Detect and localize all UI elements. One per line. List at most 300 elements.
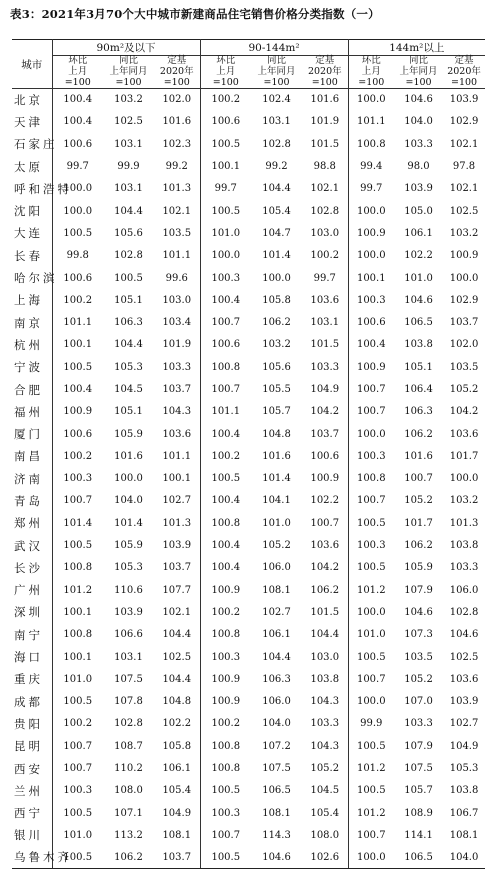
index-value-cell: 100.1 — [154, 468, 200, 490]
city-name-cell: 长沙 — [12, 557, 52, 579]
index-value-cell: 105.9 — [114, 540, 143, 552]
table-row — [12, 378, 485, 400]
index-value-cell: 105.2 — [449, 384, 479, 395]
index-value-cell: 104.6 — [404, 294, 433, 306]
index-value-cell: 99.9 — [117, 161, 140, 173]
index-value-cell: 99.9 — [360, 718, 383, 730]
index-value-cell: 100.7 — [356, 384, 386, 395]
index-value-cell: 100.8 — [211, 763, 241, 775]
index-value-cell: 102.9 — [449, 294, 479, 306]
index-value-cell: 103.1 — [262, 116, 291, 128]
index-value-cell: 101.6 — [114, 450, 143, 462]
index-value-cell: 100.0 — [211, 250, 241, 262]
index-value-cell: 106.1 — [404, 227, 433, 239]
index-value-cell: 102.8 — [114, 250, 143, 262]
index-value-cell: 106.2 — [404, 540, 433, 552]
index-value-cell: 103.6 — [449, 673, 479, 685]
index-value-cell: 106.6 — [114, 629, 143, 641]
index-value-cell: 104.0 — [114, 495, 143, 507]
index-value-cell: 103.2 — [449, 495, 479, 507]
index-value-cell: 104.6 — [404, 606, 433, 618]
city-name-cell: 天津 — [12, 111, 52, 133]
index-value-cell: 100.4 — [211, 294, 241, 306]
index-value-cell: 102.1 — [449, 183, 479, 195]
index-value-cell: 100.6 — [211, 339, 241, 351]
index-value-cell: 108.1 — [154, 824, 200, 846]
subheader-top-g1-c1: 同比 — [267, 55, 287, 66]
index-value-cell: 101.9 — [154, 334, 200, 356]
index-value-cell: 104.5 — [114, 384, 143, 395]
index-value-cell: 103.1 — [302, 311, 348, 333]
index-value-cell: 103.8 — [302, 668, 348, 690]
index-value-cell: 100.0 — [356, 205, 386, 217]
subheader-mid-g2-c2: 2020年 — [447, 65, 481, 77]
index-value-cell: 100.6 — [63, 138, 93, 150]
table-row — [12, 178, 485, 200]
index-value-cell: 98.8 — [302, 155, 348, 177]
index-value-cell: 101.0 — [404, 272, 433, 284]
index-value-cell: 100.0 — [356, 696, 386, 708]
subheader-bot-g0-c1: =100 — [103, 77, 154, 89]
index-value-cell: 100.9 — [211, 696, 241, 708]
city-name-cell: 昆明 — [12, 735, 52, 757]
index-value-cell: 104.2 — [449, 406, 479, 418]
table-row — [12, 245, 485, 267]
table-row — [12, 289, 485, 311]
table-row — [12, 557, 485, 579]
index-value-cell: 104.6 — [251, 847, 302, 869]
index-value-cell: 100.7 — [63, 763, 93, 775]
index-value-cell: 101.2 — [356, 763, 386, 775]
index-value-cell: 104.7 — [262, 227, 291, 239]
index-value-cell: 103.8 — [449, 785, 479, 797]
index-value-cell: 100.8 — [211, 629, 241, 641]
index-value-cell: 100.3 — [356, 294, 386, 306]
index-value-cell: 106.2 — [262, 317, 291, 329]
index-value-cell: 107.0 — [404, 696, 433, 708]
index-value-cell: 100.5 — [63, 696, 93, 708]
index-value-cell: 104.6 — [449, 629, 479, 641]
index-value-cell: 100.0 — [356, 250, 386, 262]
index-value-cell: 100.0 — [63, 205, 93, 217]
index-value-cell: 106.5 — [394, 847, 443, 869]
index-value-cell: 100.5 — [63, 227, 93, 239]
index-value-cell: 104.0 — [262, 718, 291, 730]
index-value-cell: 100.5 — [63, 361, 93, 373]
index-value-cell: 100.5 — [52, 847, 103, 869]
index-value-cell: 103.8 — [404, 339, 433, 351]
subheader-top-g2-c2: 定基 — [454, 55, 474, 66]
city-name-cell: 杭州 — [12, 334, 52, 356]
index-value-cell: 102.5 — [154, 646, 200, 668]
index-value-cell: 100.7 — [63, 495, 93, 507]
subheader-top-g2-c0: 环比 — [361, 55, 381, 66]
index-value-cell: 100.0 — [63, 183, 93, 195]
index-value-cell: 104.2 — [302, 557, 348, 579]
index-value-cell: 100.5 — [63, 807, 93, 819]
subheader-top-g0-c2: 定基 — [154, 56, 200, 67]
index-value-cell: 104.9 — [302, 378, 348, 400]
index-value-cell: 100.8 — [63, 562, 93, 574]
index-value-cell: 102.7 — [154, 490, 200, 512]
index-value-cell: 103.0 — [302, 222, 348, 244]
table-row — [12, 668, 485, 690]
index-value-cell: 106.4 — [404, 384, 433, 395]
index-value-cell: 103.6 — [449, 428, 479, 440]
index-value-cell: 103.9 — [449, 94, 479, 106]
index-value-cell: 105.4 — [154, 780, 200, 802]
index-value-cell: 97.8 — [452, 161, 476, 173]
index-value-cell: 99.7 — [302, 267, 348, 289]
index-value-cell: 105.7 — [404, 785, 433, 797]
index-value-cell: 101.7 — [449, 450, 479, 462]
index-value-cell: 100.4 — [211, 428, 241, 440]
index-value-cell: 99.2 — [265, 161, 288, 173]
index-value-cell: 100.0 — [356, 606, 386, 618]
city-name-cell: 上海 — [12, 289, 52, 311]
index-value-cell: 100.6 — [302, 445, 348, 467]
table-row — [12, 735, 485, 757]
index-value-cell: 104.3 — [154, 401, 200, 423]
city-name-cell: 西安 — [12, 757, 52, 779]
index-value-cell: 102.4 — [262, 94, 291, 106]
index-value-cell: 104.0 — [404, 116, 433, 128]
index-value-cell: 101.2 — [356, 807, 386, 819]
index-value-cell: 100.3 — [356, 450, 386, 462]
index-value-cell: 102.9 — [449, 116, 479, 128]
subheader-bot-g0-c2: =100 — [154, 77, 200, 89]
index-value-cell: 105.3 — [114, 361, 143, 373]
index-value-cell: 114.1 — [404, 829, 433, 841]
index-value-cell: 100.5 — [114, 272, 143, 284]
city-name-cell: 沈阳 — [12, 200, 52, 222]
index-value-cell: 103.9 — [154, 534, 200, 556]
table-row — [12, 445, 485, 467]
subheader-bot-g2-c0: =100 — [348, 77, 394, 89]
index-value-cell: 100.9 — [356, 361, 386, 373]
index-value-cell: 101.0 — [211, 227, 241, 239]
index-value-cell: 100.0 — [114, 473, 143, 485]
index-value-cell: 103.6 — [302, 534, 348, 556]
index-value-cell: 107.9 — [404, 740, 433, 752]
index-value-cell: 103.2 — [114, 94, 143, 106]
table-row — [12, 311, 485, 333]
index-value-cell: 107.5 — [262, 763, 291, 775]
index-value-cell: 101.0 — [262, 517, 291, 529]
city-name-cell: 大连 — [12, 222, 52, 244]
index-value-cell: 108.1 — [449, 829, 479, 841]
index-value-cell: 100.2 — [211, 94, 241, 106]
index-value-cell: 104.4 — [154, 668, 200, 690]
subheader-mid-g2-c0: 上月 — [361, 65, 381, 77]
city-name-cell: 贵阳 — [12, 713, 52, 735]
index-value-cell: 103.3 — [404, 138, 433, 150]
index-value-cell: 100.0 — [449, 272, 479, 284]
index-value-cell: 100.6 — [63, 428, 93, 440]
subheader-top-g0-c1: 同比 — [118, 55, 138, 66]
subheader-bot-g2-c1: =100 — [394, 77, 443, 89]
index-value-cell: 102.3 — [154, 133, 200, 155]
table-row — [12, 468, 485, 490]
index-value-cell: 100.6 — [63, 272, 93, 284]
city-name-cell: 福州 — [12, 401, 52, 423]
city-name-cell: 银川 — [12, 824, 52, 846]
index-value-cell: 102.7 — [449, 718, 479, 730]
index-value-cell: 108.0 — [302, 824, 348, 846]
index-value-cell: 100.8 — [356, 138, 386, 150]
index-value-cell: 105.5 — [262, 384, 291, 395]
subheader-bot-g1-c0: =100 — [200, 77, 251, 89]
index-value-cell: 102.8 — [449, 606, 479, 618]
city-name-cell: 郑州 — [12, 512, 52, 534]
subheader-mid-g1-c2: 2020年 — [302, 66, 348, 77]
index-value-cell: 100.5 — [211, 785, 241, 797]
index-value-cell: 100.0 — [262, 272, 291, 284]
index-value-cell: 100.4 — [211, 540, 241, 552]
city-name-cell: 哈尔滨 — [12, 267, 52, 289]
index-value-cell: 100.9 — [449, 250, 479, 262]
city-name-cell: 南宁 — [12, 624, 52, 646]
index-value-cell: 100.9 — [356, 227, 386, 239]
index-value-cell: 103.6 — [302, 289, 348, 311]
index-value-cell: 102.1 — [154, 200, 200, 222]
index-value-cell: 103.9 — [114, 606, 143, 618]
index-value-cell: 102.1 — [154, 601, 200, 623]
index-value-cell: 103.3 — [154, 356, 200, 378]
index-value-cell: 102.1 — [449, 138, 479, 150]
index-value-cell: 103.3 — [449, 562, 479, 574]
index-value-cell: 100.9 — [302, 468, 348, 490]
index-value-cell: 102.5 — [114, 116, 143, 128]
index-value-cell: 105.1 — [114, 406, 143, 418]
index-value-cell: 100.1 — [63, 339, 93, 351]
index-value-cell: 106.2 — [302, 579, 348, 601]
index-value-cell: 107.5 — [114, 673, 143, 685]
index-value-cell: 101.3 — [154, 512, 200, 534]
index-value-cell: 100.3 — [63, 785, 93, 797]
city-name-cell: 合肥 — [12, 378, 52, 400]
city-name-cell: 广州 — [12, 579, 52, 601]
index-value-cell: 103.7 — [154, 847, 200, 869]
table-row — [12, 155, 485, 177]
index-value-cell: 103.8 — [449, 540, 479, 552]
index-value-cell: 107.9 — [404, 584, 433, 596]
table-row — [12, 423, 485, 445]
index-value-cell: 100.7 — [63, 740, 93, 752]
index-value-cell: 103.0 — [154, 289, 200, 311]
subheader-bot-g1-c1: =100 — [251, 77, 302, 89]
table-row — [12, 200, 485, 222]
city-name-cell: 乌鲁木齐 — [12, 847, 52, 869]
index-value-cell: 101.2 — [63, 584, 93, 596]
table-header — [12, 40, 485, 89]
index-value-cell: 103.5 — [449, 361, 479, 373]
table-row — [12, 847, 485, 869]
index-value-cell: 100.8 — [211, 361, 241, 373]
index-value-cell: 100.9 — [211, 673, 241, 685]
index-value-cell: 100.2 — [211, 718, 241, 730]
index-value-cell: 104.2 — [302, 401, 348, 423]
index-value-cell: 100.4 — [211, 562, 241, 574]
index-value-cell: 104.4 — [262, 651, 291, 663]
index-value-cell: 100.8 — [211, 517, 241, 529]
index-value-cell: 100.5 — [211, 205, 241, 217]
index-value-cell: 104.9 — [154, 802, 200, 824]
index-value-cell: 100.5 — [356, 785, 386, 797]
index-value-cell: 100.3 — [211, 272, 241, 284]
index-value-cell: 101.1 — [211, 406, 241, 418]
subheader-bot-g2-c2: =100 — [443, 77, 485, 89]
index-value-cell: 100.7 — [302, 512, 348, 534]
index-value-cell: 99.7 — [214, 183, 237, 195]
index-value-cell: 105.1 — [114, 294, 143, 306]
index-value-cell: 102.2 — [404, 250, 433, 262]
index-value-cell: 104.8 — [154, 691, 200, 713]
index-value-cell: 103.3 — [302, 713, 348, 735]
index-value-cell: 100.1 — [211, 161, 241, 173]
index-value-cell: 104.6 — [404, 94, 433, 106]
index-value-cell: 101.4 — [63, 517, 93, 529]
index-value-cell: 100.5 — [200, 847, 251, 869]
index-value-cell: 101.9 — [302, 111, 348, 133]
city-name-cell: 北京 — [12, 89, 52, 111]
index-value-cell: 100.2 — [211, 606, 241, 618]
index-value-cell: 100.3 — [211, 807, 241, 819]
index-value-cell: 105.8 — [154, 735, 200, 757]
index-value-cell: 103.5 — [154, 222, 200, 244]
index-value-cell: 100.3 — [63, 473, 93, 485]
index-value-cell: 103.1 — [114, 138, 143, 150]
index-value-cell: 107.3 — [404, 629, 433, 641]
index-value-cell: 102.8 — [302, 200, 348, 222]
index-value-cell: 100.5 — [211, 138, 241, 150]
index-value-cell: 104.4 — [114, 339, 143, 351]
table-title: 表3：2021年3月70个大中城市新建商品住宅销售价格分类指数（一） — [10, 7, 380, 21]
index-value-cell: 103.2 — [449, 227, 479, 239]
index-value-cell: 100.6 — [356, 317, 386, 329]
index-value-cell: 110.2 — [114, 763, 143, 775]
index-value-cell: 101.6 — [154, 111, 200, 133]
index-value-cell: 104.4 — [154, 624, 200, 646]
city-name-cell: 厦门 — [12, 423, 52, 445]
index-value-cell: 105.1 — [404, 361, 433, 373]
city-name-cell: 南昌 — [12, 445, 52, 467]
index-value-cell: 106.0 — [262, 696, 291, 708]
index-value-cell: 100.2 — [63, 718, 93, 730]
index-value-cell: 100.1 — [63, 606, 93, 618]
index-value-cell: 103.3 — [302, 356, 348, 378]
group-header-small: 90m²及以下 — [52, 40, 200, 56]
index-value-cell: 105.7 — [262, 406, 291, 418]
index-value-cell: 108.1 — [262, 807, 291, 819]
table-row — [12, 824, 485, 846]
index-value-cell: 105.2 — [302, 757, 348, 779]
index-value-cell: 100.4 — [211, 495, 241, 507]
table-row — [12, 780, 485, 802]
index-value-cell: 104.1 — [262, 495, 291, 507]
index-value-cell: 106.1 — [262, 629, 291, 641]
index-value-cell: 101.2 — [356, 584, 386, 596]
index-value-cell: 103.7 — [154, 378, 200, 400]
index-value-cell: 105.4 — [262, 205, 291, 217]
index-value-cell: 105.0 — [404, 205, 433, 217]
index-value-cell: 102.5 — [449, 651, 479, 663]
index-value-cell: 100.0 — [356, 428, 386, 440]
index-value-cell: 103.7 — [302, 423, 348, 445]
subheader-mid-g1-c0: 上月 — [216, 65, 236, 77]
index-value-cell: 103.3 — [404, 718, 433, 730]
city-name-cell: 呼和浩特 — [12, 178, 52, 200]
index-value-cell: 102.0 — [449, 339, 479, 351]
index-value-cell: 101.3 — [449, 517, 479, 529]
index-value-cell: 105.8 — [262, 294, 291, 306]
city-name-cell: 太原 — [12, 155, 52, 177]
index-value-cell: 100.3 — [356, 540, 386, 552]
index-value-cell: 102.8 — [262, 138, 291, 150]
index-value-cell: 100.4 — [63, 94, 93, 106]
index-value-cell: 105.3 — [114, 562, 143, 574]
table-row — [12, 89, 485, 111]
table-row — [12, 802, 485, 824]
index-value-cell: 114.3 — [262, 829, 291, 841]
city-name-cell: 宁波 — [12, 356, 52, 378]
city-name-cell: 南京 — [12, 311, 52, 333]
table-body — [12, 89, 485, 869]
index-value-cell: 101.5 — [302, 601, 348, 623]
subheader-mid-g0-c2: 2020年 — [154, 66, 200, 77]
city-name-cell: 重庆 — [12, 668, 52, 690]
index-value-cell: 100.0 — [356, 94, 386, 106]
index-value-cell: 104.5 — [302, 780, 348, 802]
index-value-cell: 103.7 — [154, 557, 200, 579]
index-value-cell: 100.7 — [404, 473, 433, 485]
index-value-cell: 102.6 — [302, 847, 348, 869]
index-value-cell: 99.2 — [154, 155, 200, 177]
index-value-cell: 105.2 — [404, 495, 433, 507]
index-value-cell: 106.0 — [262, 562, 291, 574]
city-name-cell: 兰州 — [12, 780, 52, 802]
index-value-cell: 100.1 — [63, 651, 93, 663]
index-value-cell: 102.2 — [154, 713, 200, 735]
index-value-cell: 104.3 — [302, 691, 348, 713]
index-value-cell: 106.5 — [404, 317, 433, 329]
city-name-cell: 武汉 — [12, 534, 52, 556]
index-value-cell: 103.0 — [302, 646, 348, 668]
city-column-header: 城市 — [12, 40, 52, 89]
index-value-cell: 104.4 — [114, 205, 143, 217]
table-row — [12, 691, 485, 713]
price-index-table-container — [12, 39, 485, 869]
index-value-cell: 108.9 — [404, 807, 433, 819]
index-value-cell: 103.2 — [262, 339, 291, 351]
index-value-cell: 100.2 — [211, 450, 241, 462]
index-value-cell: 100.7 — [356, 829, 386, 841]
index-value-cell: 108.7 — [114, 740, 143, 752]
index-value-cell: 104.0 — [443, 847, 485, 869]
index-value-cell: 107.8 — [114, 696, 143, 708]
index-value-cell: 98.0 — [407, 161, 430, 173]
price-index-table — [12, 39, 485, 869]
subheader-top-g2-c1: 同比 — [409, 55, 429, 66]
city-name-cell: 青岛 — [12, 490, 52, 512]
index-value-cell: 101.1 — [63, 317, 93, 329]
table-row — [12, 490, 485, 512]
index-value-cell: 106.3 — [114, 317, 143, 329]
city-name-cell: 长春 — [12, 245, 52, 267]
index-value-cell: 100.9 — [211, 584, 241, 596]
table-row — [12, 512, 485, 534]
subheader-bot-g0-c0: =100 — [52, 77, 103, 89]
